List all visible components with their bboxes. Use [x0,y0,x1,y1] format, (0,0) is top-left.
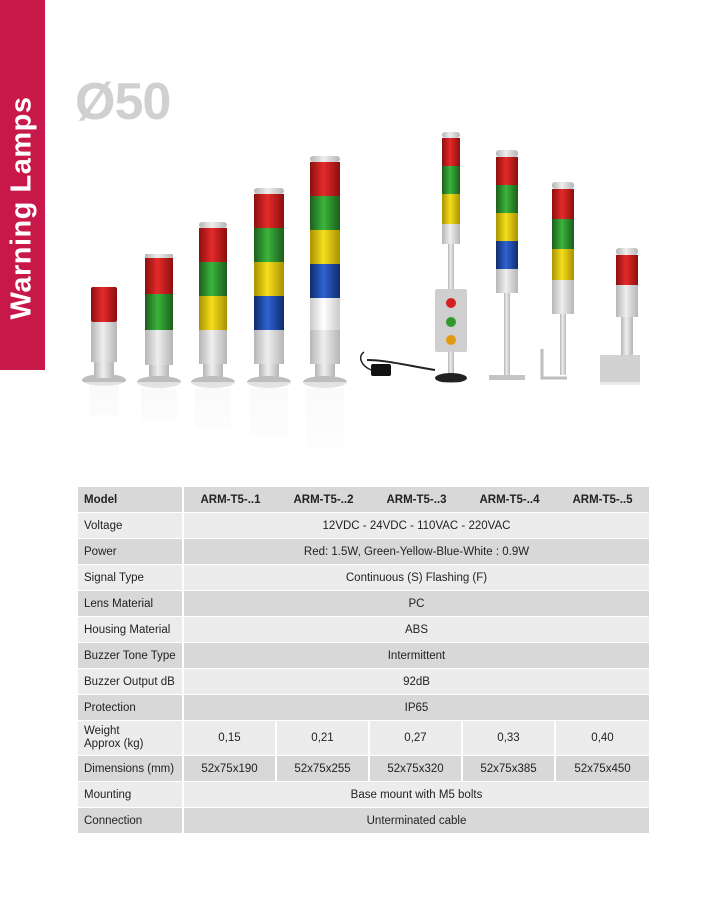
dimensions-value-2: 52x75x255 [277,756,370,781]
power-label: Power [78,539,184,564]
diameter-label: Ø50 [75,73,171,131]
weight-label [78,721,184,755]
table-row [78,695,649,720]
weight-row [78,721,649,755]
weight-value-3: 0,27 [370,721,463,755]
protection-label: Protection [78,695,184,720]
dimensions-label: Dimensions (mm) [78,756,184,781]
table-row [78,643,649,668]
mounting-row [78,782,649,807]
model-column-3: ARM-T5-..3 [370,487,463,512]
dimensions-row [78,756,649,781]
model-column-5: ARM-T5-..5 [556,487,649,512]
table-row [78,565,649,590]
protection-value: IP65 [184,695,649,720]
dimensions-value-1: 52x75x190 [184,756,277,781]
model-column-2: ARM-T5-..2 [277,487,370,512]
weight-value-1: 0,15 [184,721,277,755]
signal-type-label: Signal Type [78,565,184,590]
voltage-value: 12VDC - 24VDC - 110VAC - 220VAC [184,513,649,538]
dimensions-value-3: 52x75x320 [370,756,463,781]
model-header: Model [78,487,184,512]
table-row [78,591,649,616]
table-row [78,617,649,642]
table-header-row [78,487,649,512]
connection-value: Unterminated cable [184,808,649,833]
dimensions-value-5: 52x75x450 [556,756,649,781]
mounting-label: Mounting [78,782,184,807]
housing-material-label: Housing Material [78,617,184,642]
housing-material-value: ABS [184,617,649,642]
buzzer-output-label: Buzzer Output dB [78,669,184,694]
wall-mount-tower [600,248,640,385]
weight-value-5: 0,40 [556,721,649,755]
voltage-label: Voltage [78,513,184,538]
weight-value-2: 0,21 [277,721,370,755]
buzzer-tone-label: Buzzer Tone Type [78,643,184,668]
product-photo [75,120,650,475]
signal-type-value: Continuous (S) Flashing (F) [184,565,649,590]
buzzer-tone-value: Intermittent [184,643,649,668]
table-row [78,669,649,694]
mounting-value: Base mount with M5 bolts [184,782,649,807]
table-row [78,513,649,538]
lens-material-label: Lens Material [78,591,184,616]
pole-tower-2 [489,150,525,380]
model-column-4: ARM-T5-..4 [463,487,556,512]
specification-table [78,486,649,834]
connection-row [78,808,649,833]
buzzer-output-value: 92dB [184,669,649,694]
power-value: Red: 1.5W, Green-Yellow-Blue-White : 0.9W [184,539,649,564]
table-row [78,539,649,564]
pole-tower-with-control-box [361,132,467,383]
model-column-1: ARM-T5-..1 [184,487,277,512]
connection-label: Connection [78,808,184,833]
weight-label-line2: Approx (kg) [84,738,144,750]
category-title: Warning Lamps [5,96,38,320]
category-tab [0,0,45,370]
lens-material-value: PC [184,591,649,616]
weight-label-line1: Weight [84,725,120,737]
weight-value-4: 0,33 [463,721,556,755]
pole-tower-3 [542,182,574,378]
dimensions-value-4: 52x75x385 [463,756,556,781]
